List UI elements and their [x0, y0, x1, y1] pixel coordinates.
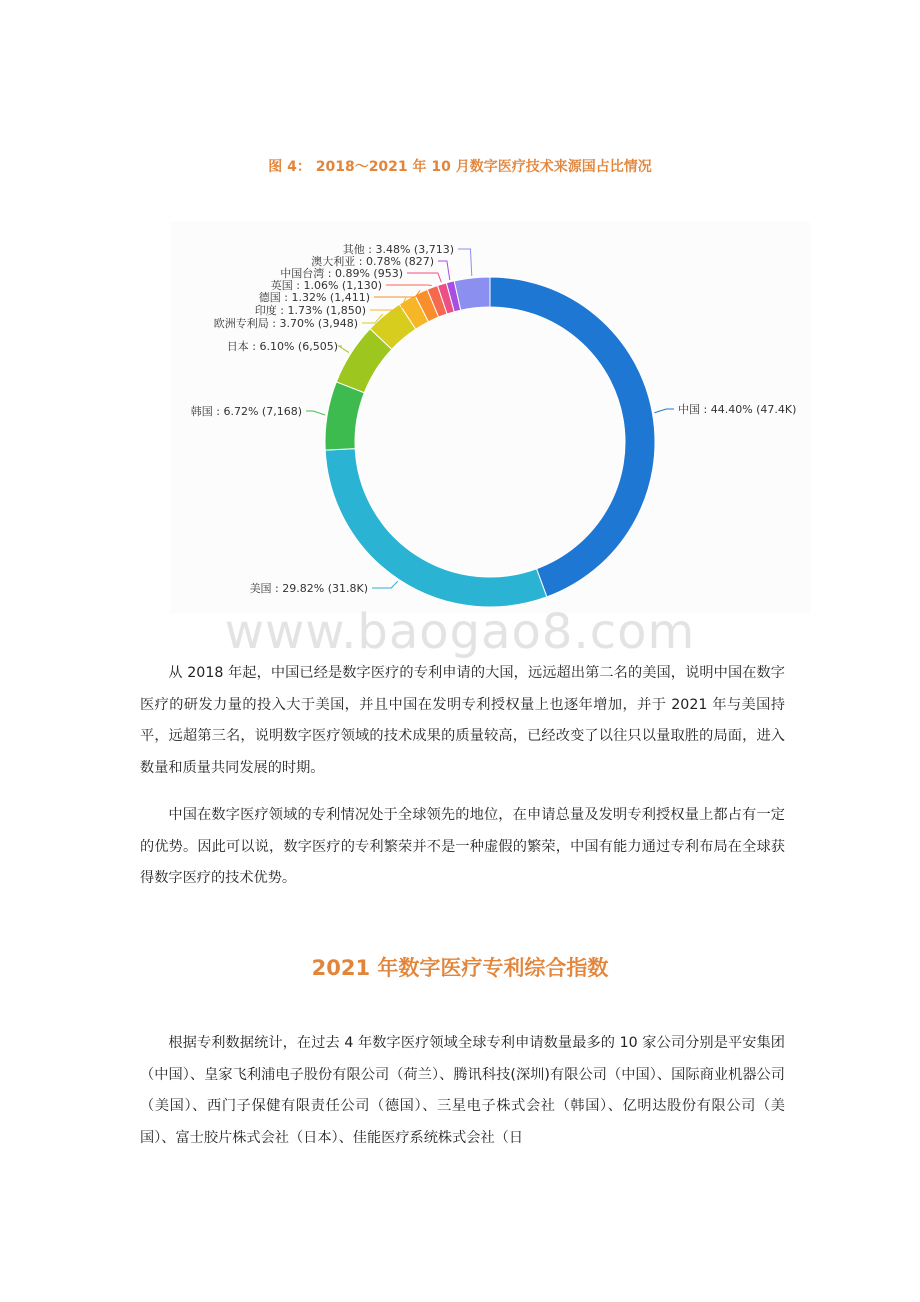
- leader-line-0: [654, 409, 674, 413]
- slice-label-3: 日本 : 6.10% (6,505): [226, 340, 338, 353]
- donut-chart-svg: [170, 222, 810, 614]
- watermark-text: www.baogao8.com: [224, 604, 696, 660]
- leader-line-7: [386, 285, 432, 286]
- slice-label-9: 澳大利亚 : 0.78% (827): [311, 255, 434, 268]
- slice-label-1: 美国 : 29.82% (31.8K): [249, 582, 368, 595]
- slice-label-10: 其他 : 3.48% (3,713): [342, 243, 454, 256]
- leader-line-10: [458, 249, 472, 276]
- leader-line-8: [407, 273, 441, 282]
- leader-line-3: [339, 346, 349, 353]
- section-title: 2021 年数字医疗专利综合指数: [311, 956, 609, 980]
- slice-label-0: 中国 : 44.40% (47.4K): [678, 403, 797, 416]
- slice-10: [454, 277, 490, 310]
- donut-chart: [170, 222, 810, 614]
- leader-line-1: [372, 581, 398, 588]
- figure-caption: 图 4： 2018～2021 年 10 月数字医疗技术来源国占比情况: [268, 159, 652, 175]
- slice-label-8: 中国台湾 : 0.89% (953): [280, 267, 403, 280]
- slice-0: [490, 277, 655, 597]
- slice-label-7: 英国 : 1.06% (1,130): [270, 279, 382, 292]
- paragraph-2: 中国在数字医疗领域的专利情况处于全球领先的地位，在申请总量及发明专利授权量上都占有一定的优势。因此可以说，数字医疗的专利繁荣并不是一种虚假的繁荣，中国有能力通过专利布局在全球获得数字医疗的技术优势。: [140, 807, 785, 886]
- slice-label-2: 韩国 : 6.72% (7,168): [190, 405, 302, 418]
- slice-2: [325, 382, 364, 450]
- slice-label-5: 印度 : 1.73% (1,850): [254, 304, 366, 317]
- paragraph-1: 从 2018 年起，中国已经是数字医疗的专利申请的大国，远远超出第二名的美国，说明中国在数字医疗的研发力量的投入大于美国，并且中国在发明专利授权量上也逐年增加，并于 2021 年与美国持平，远超第三名，说明数字医疗领域的技术成果的质量较高，已经改变了以往只以量取胜的局面，进入数量和质量共同发展的时期。: [140, 665, 785, 776]
- leader-line-2: [306, 411, 325, 415]
- slice-label-4: 欧洲专利局 : 3.70% (3,948): [213, 317, 358, 330]
- slice-label-6: 德国 : 1.32% (1,411): [258, 291, 370, 304]
- paragraph-3: 根据专利数据统计，在过去 4 年数字医疗领域全球专利申请数量最多的 10 家公司分别是平安集团（中国）、皇家飞利浦电子股份有限公司（荷兰）、腾讯科技(深圳)有限公司（中国）、国际商业机器公司（美国）、西门子保健有限责任公司（德国）、三星电子株式会社（韩国）、亿明达股份有限公司（美国）、富士胶片株式会社（日本）、佳能医疗系统株式会社（日: [140, 1035, 785, 1146]
